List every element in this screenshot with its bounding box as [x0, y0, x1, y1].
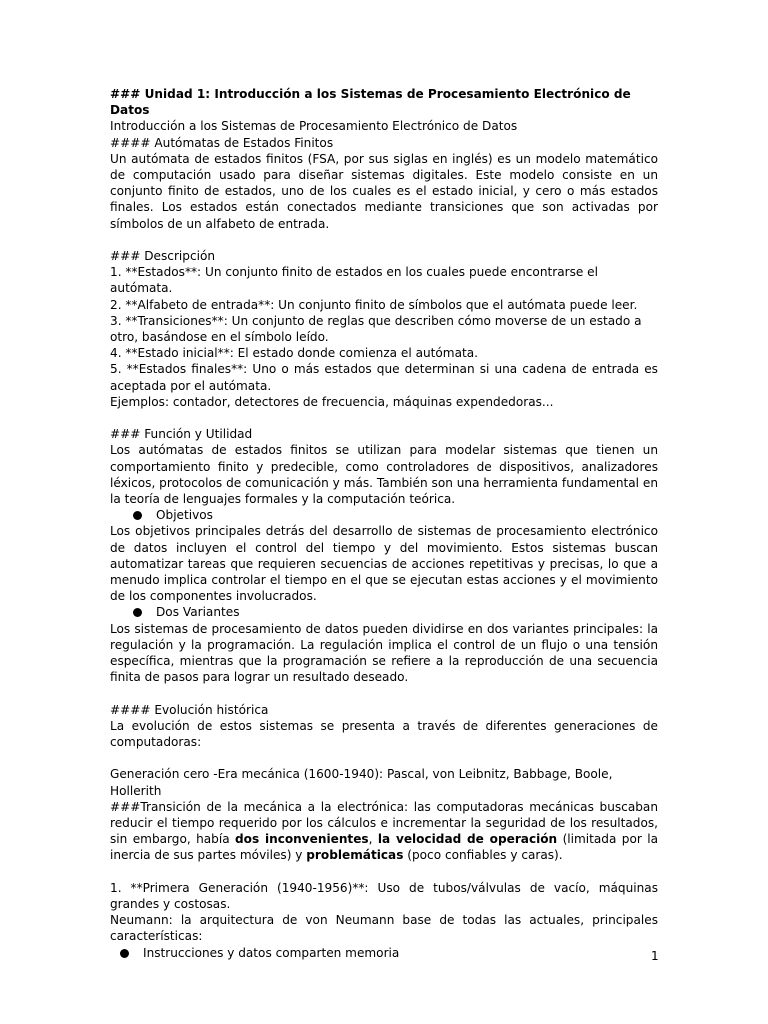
heading-descripcion: ### Descripción	[110, 249, 216, 264]
text-run: ,	[368, 832, 378, 847]
desc-item: 5. **Estados finales**: Uno o más estados que determinan si una cadena de entrada es aceptada por el autómata.	[110, 362, 658, 393]
desc-item: 4. **Estado inicial**: El estado donde comienza el autómata.	[110, 346, 478, 361]
heading-automatas: #### Autómatas de Estados Finitos	[110, 135, 334, 150]
bullet-variantes	[110, 604, 658, 620]
desc-item: 2. **Alfabeto de entrada**: Un conjunto finito de símbolos que el autómata puede leer.	[110, 297, 638, 312]
heading-funcion: ### Función y Utilidad	[110, 427, 253, 442]
desc-item: 1. **Estados**: Un conjunto finito de estados en los cuales puede encontrarse el autómata.	[110, 265, 598, 296]
bullet-instrucciones	[110, 945, 658, 961]
bullet-dot-icon	[133, 608, 142, 617]
page-number: 1	[651, 949, 659, 963]
heading-evolucion: #### Evolución histórica	[110, 702, 269, 717]
text-run: (poco confiables y caras).	[403, 848, 563, 863]
text-run: ###Transición de la mecánica a la electrónica: las computadoras mecánicas buscaban reducir el tiempo requerido por los cálculos e incrementar la seguridad de los resultados, sin embargo, había	[110, 799, 658, 847]
bullet-label: Objetivos	[156, 508, 213, 523]
bold-run: problemáticas	[306, 848, 404, 863]
desc-item: 3. **Transiciones**: Un conjunto de reglas que describen cómo moverse de un estado a otro, basándose en el símbolo leído.	[110, 313, 642, 345]
text-run: (limitada por la inercia de sus partes móviles) y	[110, 832, 658, 863]
ejemplos-line: Ejemplos: contador, detectores de frecuencia, máquinas expendedoras...	[110, 394, 554, 409]
generacion-cero: Generación cero -Era mecánica (1600-1940): Pascal, von Leibnitz, Babbage, Boole, Hollerith	[110, 767, 613, 798]
bullet-label: Dos Variantes	[156, 605, 240, 620]
bullet-dot-icon	[133, 511, 142, 520]
paragraph-automatas: Un autómata de estados finitos (FSA, por sus siglas en inglés) es un modelo matemático de computación usado para diseñar sistemas digitales. Este modelo consiste en un conjunto finito de estados, uno de los cuales es el estado inicial, y cero o más estados finales. Los estados están conectados mediante transiciones que son activadas por símbolos de un alfabeto de entrada.	[110, 151, 658, 231]
paragraph-funcion: Los autómatas de estados finitos se utilizan para modelar sistemas que tienen un comportamiento finito y predecible, como controladores de dispositivos, analizadores léxicos, protocolos de comunicación y más. También son una herramienta fundamental en la teoría de lenguajes formales y la computación teórica.	[110, 443, 658, 507]
paragraph-evolucion: La evolución de estos sistemas se presenta a través de diferentes generaciones de computadoras:	[110, 718, 658, 750]
bold-run: dos inconvenientes	[235, 832, 369, 847]
primera-generacion: 1. **Primera Generación (1940-1956)**: Uso de tubos/válvulas de vacío, máquinas grandes y costosas.	[110, 880, 658, 912]
unit-title: ### Unidad 1: Introducción a los Sistemas de Procesamiento Electrónico de Datos	[110, 87, 631, 118]
bullet-dot-icon	[120, 949, 129, 958]
paragraph-neumann: Neumann: la arquitectura de von Neumann base de todas las actuales, principales características:	[110, 913, 658, 944]
bold-run: la velocidad de operación	[377, 832, 558, 847]
bullet-objetivos	[110, 507, 658, 523]
paragraph-transicion	[110, 799, 658, 864]
document-page	[110, 86, 658, 961]
paragraph-variantes: Los sistemas de procesamiento de datos pueden dividirse en dos variantes principales: la regulación y la programación. La regulación implica el control de un flujo o una tensión específica, mientras que la programación se refiere a la reproducción de una secuencia finita de pasos para lograr un resultado deseado.	[110, 621, 658, 685]
unit-subtitle: Introducción a los Sistemas de Procesamiento Electrónico de Datos	[110, 119, 518, 134]
paragraph-objetivos: Los objetivos principales detrás del desarrollo de sistemas de procesamiento electrónico de datos incluyen el control del tiempo y del movimiento. Estos sistemas buscan automatizar tareas que requieren secuencias de acciones repetitivas y precisas, lo que a menudo implica controlar el tiempo en el que se ejecutan estas acciones y el movimiento de los componentes involucrados.	[110, 524, 658, 604]
bullet-label: Instrucciones y datos comparten memoria	[143, 945, 400, 960]
